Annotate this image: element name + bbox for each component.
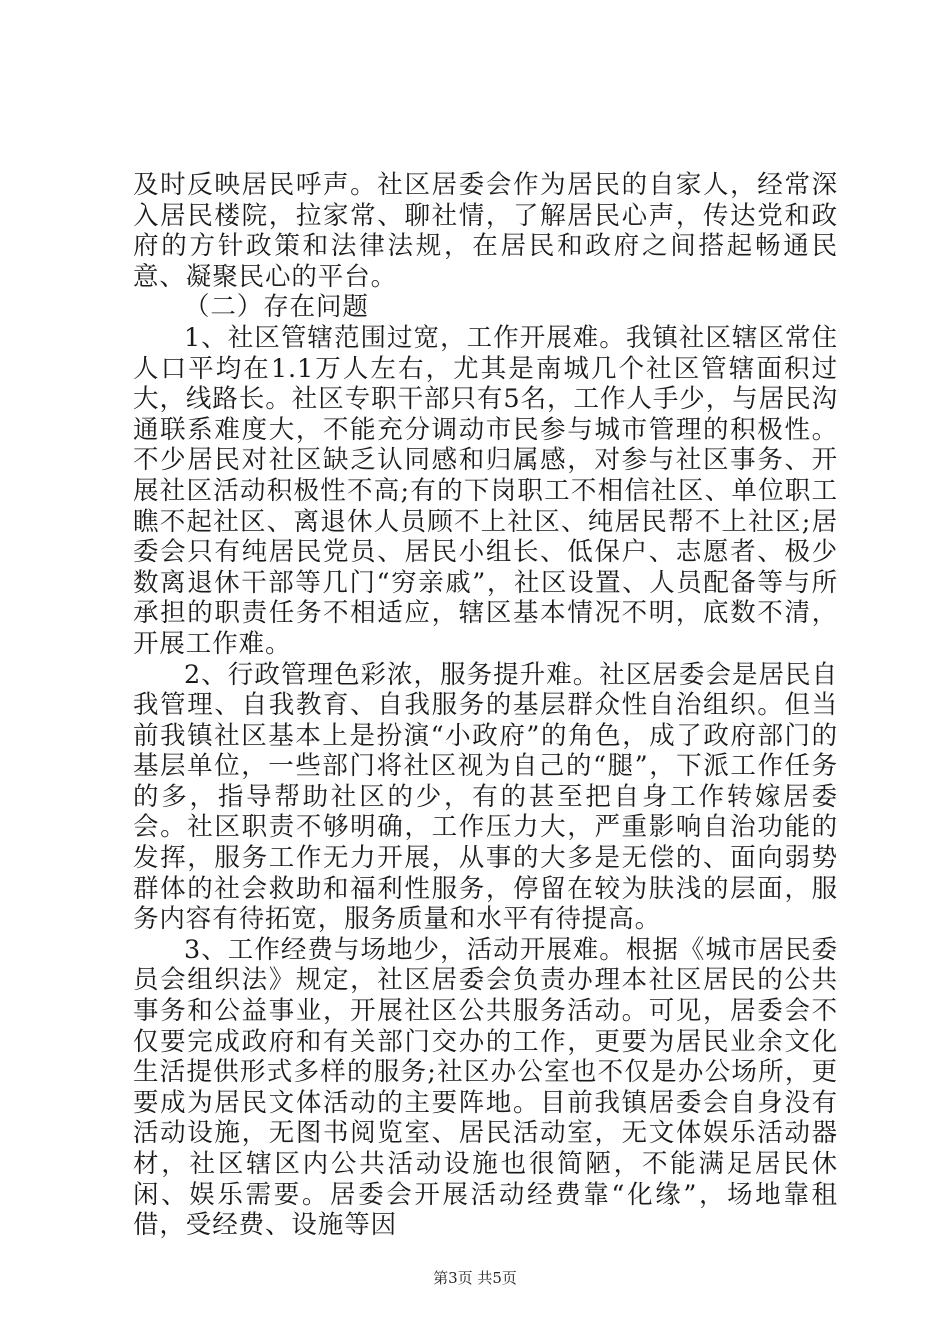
- paragraph-problem-3: 3、工作经费与场地少，活动开展难。根据《城市居民委员会组织法》规定，社区居委会负责办理本社区居民的公共事务和公益事业，开展社区公共服务活动。可见，居委会不仅要完成政府和有关部门交办的工作，更要为居民业余文化生活提供形式多样的服务;社区办公室也不仅是办公场所，更要成为居民文体活动的主要阵地。目前我镇居委会自身没有活动设施，无图书阅览室、居民活动室，无文体娱乐活动器材，社区辖区内公共活动设施也很简陋，不能满足居民休闲、娱乐需要。居委会开展活动经费靠“化缘”，场地靠租借，受经费、设施等因: [133, 934, 838, 1241]
- paragraph-continuation: 及时反映居民呼声。社区居委会作为居民的自家人，经常深入居民楼院，拉家常、聊社情，了解居民心声，传达党和政府的方针政策和法律法规，在居民和政府之间搭起畅通民意、凝聚民心的平台。: [133, 170, 838, 292]
- paragraph-problem-1: 1、社区管辖范围过宽，工作开展难。我镇社区辖区常住人口平均在1.1万人左右，尤其是南城几个社区管辖面积过大，线路长。社区专职干部只有5名，工作人手少，与居民沟通联系难度大，不能充分调动市民参与城市管理的积极性。不少居民对社区缺乏认同感和归属感，对参与社区事务、开展社区活动积极性不高;有的下岗职工不相信社区、单位职工瞧不起社区、离退休人员顾不上社区、纯居民帮不上社区;居委会只有纯居民党员、居民小组长、低保户、志愿者、极少数离退休干部等几门“穷亲戚”，社区设置、人员配备等与所承担的职责任务不相适应，辖区基本情况不明，底数不清，开展工作难。: [133, 322, 838, 659]
- section-heading: （二）存在问题: [184, 292, 369, 323]
- page-footer: 第3页 共5页: [433, 1269, 517, 1287]
- document-body: [133, 170, 838, 1241]
- paragraph-problem-2: 2、行政管理色彩浓，服务提升难。社区居委会是居民自我管理、自我教育、自我服务的基层群众性自治组织。但当前我镇社区基本上是扮演“小政府”的角色，成了政府部门的基层单位，一些部门将社区视为自己的“腿”，下派工作任务的多，指导帮助社区的少，有的甚至把自身工作转嫁居委会。社区职责不够明确，工作压力大，严重影响自治功能的发挥，服务工作无力开展，从事的大多是无偿的、面向弱势群体的社会救助和福利性服务，停留在较为肤浅的层面，服务内容有待拓宽，服务质量和水平有待提高。: [133, 659, 838, 935]
